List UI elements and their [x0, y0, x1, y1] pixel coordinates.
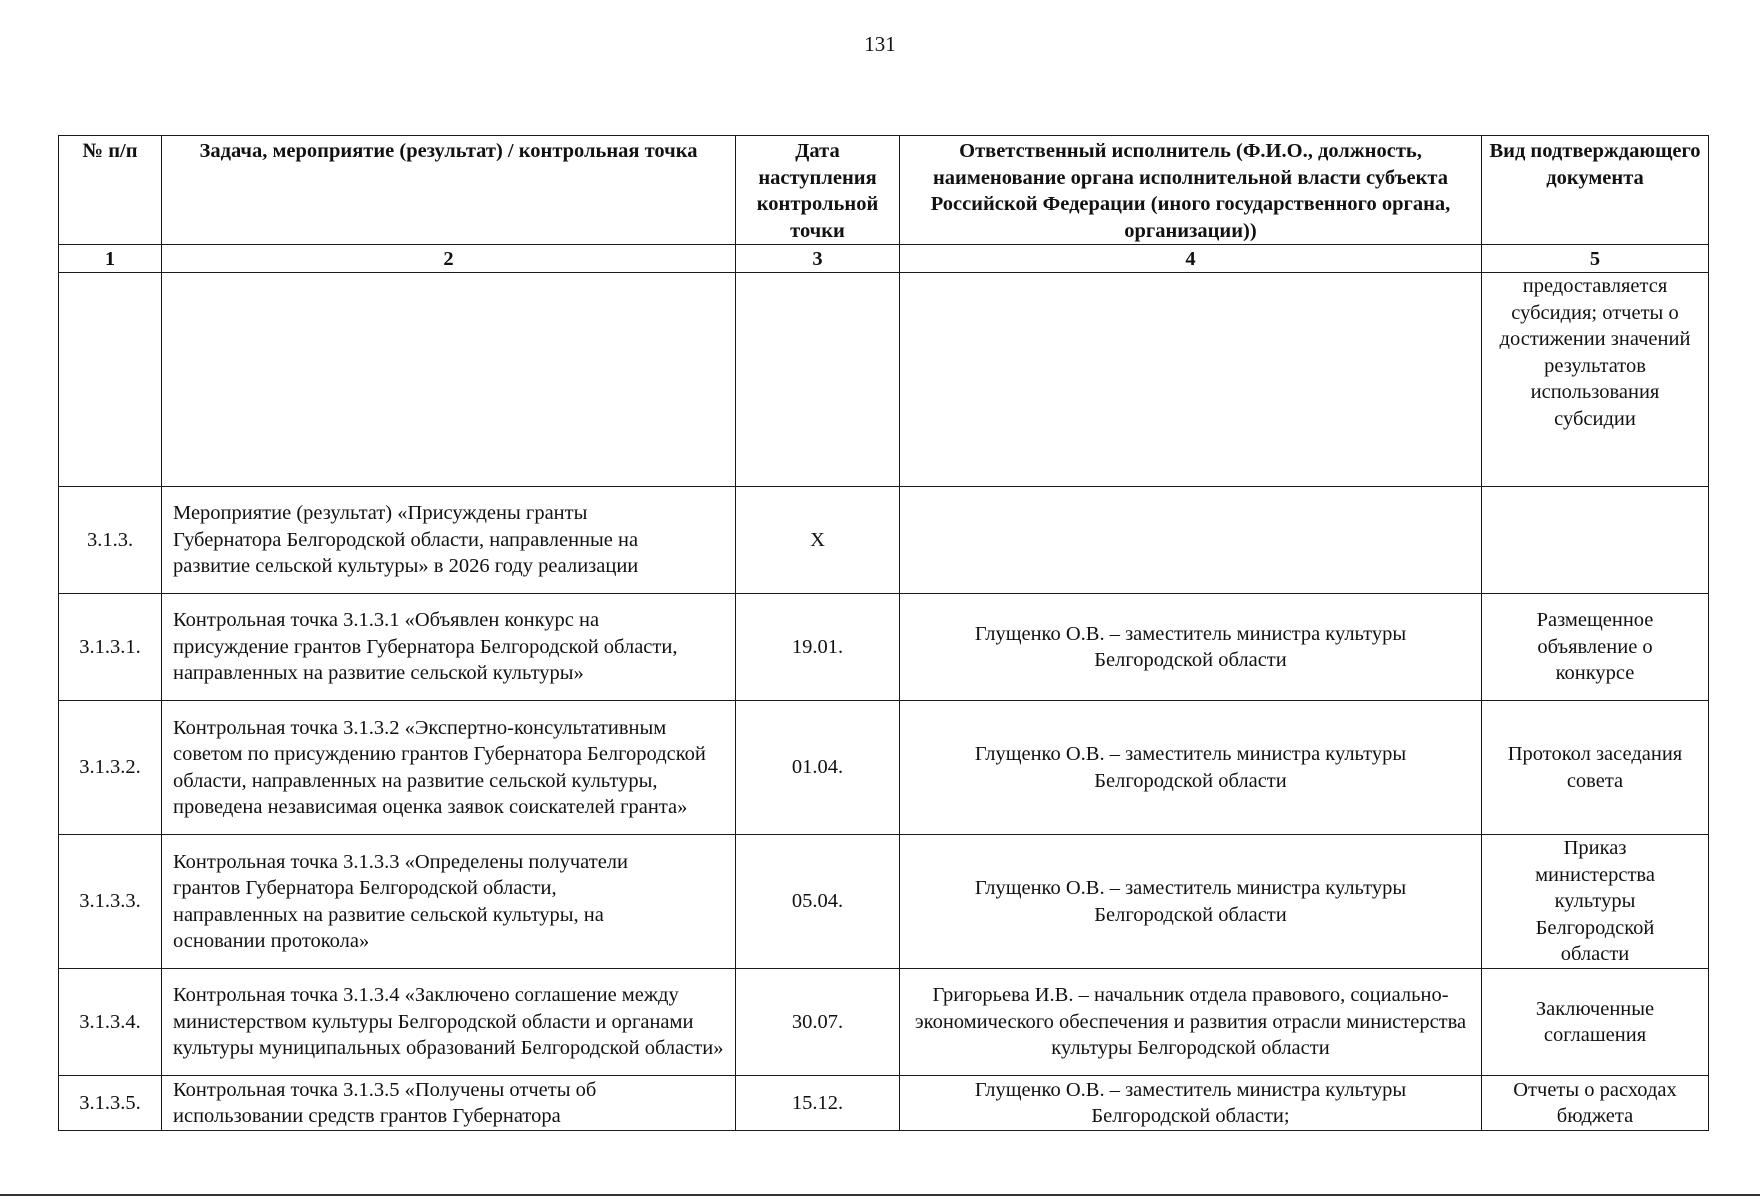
row-number: 3.1.3. [59, 487, 162, 594]
row-number: 3.1.3.2. [59, 701, 162, 835]
row-executor: Глущенко О.В. – заместитель министра культуры Белгородской области [900, 594, 1482, 701]
row-executor [900, 273, 1482, 487]
row-task: Контрольная точка 3.1.3.5 «Получены отчеты об использовании средств грантов Губернатора [162, 1076, 736, 1131]
row-task: Контрольная точка 3.1.3.3 «Определены получатели грантов Губернатора Белгородской области, направленных на развитие сельской культуры, на основании протокола» [162, 835, 736, 969]
header-number: № п/п [59, 136, 162, 245]
row-date [736, 273, 900, 487]
column-number: 4 [900, 245, 1482, 273]
row-number: 3.1.3.1. [59, 594, 162, 701]
header-task: Задача, мероприятие (результат) / контрольная точка [162, 136, 736, 245]
row-document [1482, 487, 1709, 594]
footer-rule [0, 1194, 1760, 1196]
row-number [59, 273, 162, 487]
row-task: Мероприятие (результат) «Присуждены гранты Губернатора Белгородской области, направленные на развитие сельской культуры» в 2026 году реализации [162, 487, 736, 594]
table-row [59, 969, 1709, 1076]
row-document: Заключенные соглашения [1482, 969, 1709, 1076]
row-number: 3.1.3.4. [59, 969, 162, 1076]
row-document: Протокол заседания совета [1482, 701, 1709, 835]
row-number: 3.1.3.5. [59, 1076, 162, 1131]
row-date: X [736, 487, 900, 594]
row-task [162, 273, 736, 487]
row-date: 05.04. [736, 835, 900, 969]
table-row [59, 594, 1709, 701]
row-number: 3.1.3.3. [59, 835, 162, 969]
column-number: 5 [1482, 245, 1709, 273]
row-executor: Глущенко О.В. – заместитель министра культуры Белгородской области [900, 835, 1482, 969]
table-row [59, 1076, 1709, 1131]
row-date: 19.01. [736, 594, 900, 701]
row-task: Контрольная точка 3.1.3.4 «Заключено соглашение между министерством культуры Белгородской области и органами культуры муниципальных образований Белгородской области» [162, 969, 736, 1076]
table-row [59, 273, 1709, 487]
header-document: Вид подтверждающего документа [1482, 136, 1709, 245]
row-date: 15.12. [736, 1076, 900, 1131]
row-document: Приказ министерства культуры Белгородской области [1482, 835, 1709, 969]
column-number: 1 [59, 245, 162, 273]
row-document: Отчеты о расходах бюджета [1482, 1076, 1709, 1131]
row-task: Контрольная точка 3.1.3.1 «Объявлен конкурс на присуждение грантов Губернатора Белгородской области, направленных на развитие сельской культуры» [162, 594, 736, 701]
table-row [59, 487, 1709, 594]
row-date: 30.07. [736, 969, 900, 1076]
column-number: 3 [736, 245, 900, 273]
row-task: Контрольная точка 3.1.3.2 «Экспертно-консультативным советом по присуждению грантов Губернатора Белгородской области, направленных на развитие сельской культуры, проведена независимая оценка заявок соискателей гранта» [162, 701, 736, 835]
header-executor: Ответственный исполнитель (Ф.И.О., должность, наименование органа исполнительной власти субъекта Российской Федерации (иного государственного органа, организации)) [900, 136, 1482, 245]
row-executor: Глущенко О.В. – заместитель министра культуры Белгородской области; [900, 1076, 1482, 1131]
table-row [59, 835, 1709, 969]
row-document: Размещенное объявление о конкурсе [1482, 594, 1709, 701]
column-number-row [59, 245, 1709, 273]
row-executor [900, 487, 1482, 594]
table-row [59, 701, 1709, 835]
row-executor: Глущенко О.В. – заместитель министра культуры Белгородской области [900, 701, 1482, 835]
page-number: 131 [864, 32, 896, 56]
control-points-table [58, 135, 1709, 1131]
header-date: Дата наступления контрольной точки [736, 136, 900, 245]
row-date: 01.04. [736, 701, 900, 835]
column-number: 2 [162, 245, 736, 273]
row-executor: Григорьева И.В. – начальник отдела правового, социально-экономического обеспечения и развития отрасли министерства культуры Белгородской области [900, 969, 1482, 1076]
row-document: предоставляется субсидия; отчеты о достижении значений результатов использования субсидии [1482, 273, 1709, 487]
header-row [59, 136, 1709, 245]
